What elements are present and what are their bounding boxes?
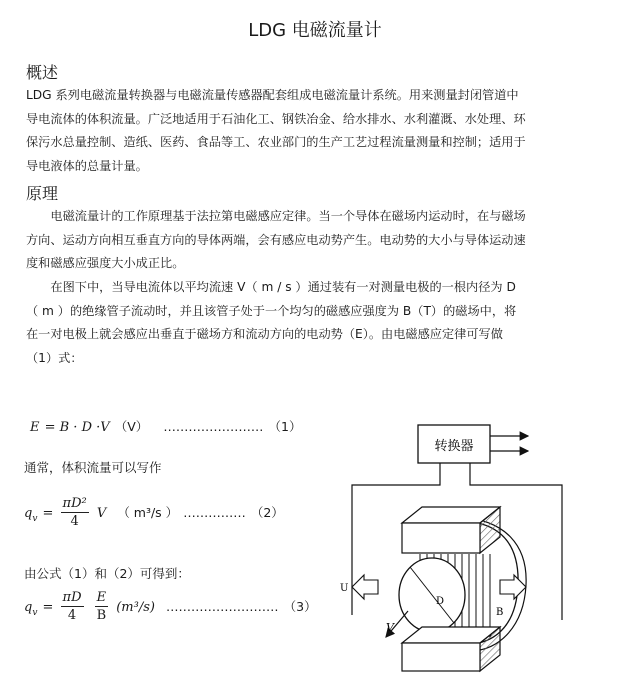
left-voltage-arrow <box>352 575 378 599</box>
eq3-intro: 由公式（1）和（2）可得到： <box>24 566 190 581</box>
eq3-lhs: q <box>24 600 33 615</box>
eq3-frac2-num: E <box>96 590 107 605</box>
eq2-sub: v <box>32 514 38 525</box>
principle-heading: 原理 <box>26 184 59 203</box>
equation-3: $q_v$ = $\frac{\pi D}{4}$ $\frac{E}{B}$ (m³/s) ……………………… （3） <box>24 590 317 623</box>
bottom-magnet-front <box>402 643 480 671</box>
eq2-frac-den: 4 <box>70 514 79 529</box>
equation-1 <box>30 416 301 435</box>
eq3-unit: (m³/s) <box>116 600 155 615</box>
eq1-unit: （V） <box>114 419 149 434</box>
eq3-number: （3） <box>283 599 317 614</box>
label-b: B <box>496 607 504 618</box>
eq2-dots: …………… <box>183 505 246 520</box>
eq3-dots: ……………………… <box>166 599 279 614</box>
eq2-lhs: q <box>24 506 33 521</box>
eq3-sub: v <box>32 608 38 619</box>
eq2-unit: （ m³/s ） <box>117 505 179 520</box>
overview-paragraph: LDG 系列电磁流量转换器与电磁流量传感器配套组成电磁流量计系统。用来测量封闭管道中导电流体的体积流量。广泛地适用于石油化工、钢铁冶金、给水排水、水利灌溉、水处理、环保污水总量控制、造纸、医药、食品等工、农业部门的生产工艺过程流量测量和控制；适用于导电液体的总量计量。 <box>26 88 526 173</box>
label-d: D <box>436 596 445 607</box>
eq3-frac1-num: πD <box>62 590 82 605</box>
flowmeter-diagram <box>330 415 630 699</box>
eq1-number: （1） <box>268 419 302 434</box>
principle-paragraph-2: 在图下中，当导电流体以平均流速 V（ m / s ）通过装有一对测量电极的一根内径为 D（ m ）的绝缘管子流动时，并且该管子处于一个均匀的磁感应强度为 B（T）的磁场中，将在一对电极上就会感应出垂直于磁场方和流动方向的电动势（E）。由电磁感应定律可写做（1）式： <box>26 280 517 365</box>
eq2-tail: V <box>96 506 107 521</box>
label-v: V <box>386 621 394 634</box>
eq3-frac2-den: B <box>96 608 107 623</box>
eq1-dots: …………………… <box>163 419 264 434</box>
overview-heading: 概述 <box>26 63 59 82</box>
eq2-number: （2） <box>250 505 284 520</box>
eq1-lhs: E <box>30 420 40 435</box>
eq2-frac-num: πD² <box>62 496 87 511</box>
page-title: LDG 电磁流量计 <box>248 20 382 41</box>
eq3-frac1-den: 4 <box>67 608 77 623</box>
label-u: U <box>340 583 349 594</box>
top-magnet-front <box>402 523 480 553</box>
eq1-rhs: = B · D ·V <box>44 420 110 435</box>
principle-paragraph-1: 电磁流量计的工作原理基于法拉第电磁感应定律。当一个导体在磁场内运动时，在与磁场方向、运动方向相互垂直方向的导体两端，会有感应电动势产生。电动势的大小与导体运动速度和磁感应强度大小成正比。 <box>26 209 526 270</box>
converter-label: 转换器 <box>434 439 474 454</box>
eq2-intro: 通常，体积流量可以写作 <box>24 460 162 475</box>
equation-2: $q_v$ = $\frac{\text{πD²}}{4}$ V （ m³/s ） …………… （2） <box>24 496 284 529</box>
